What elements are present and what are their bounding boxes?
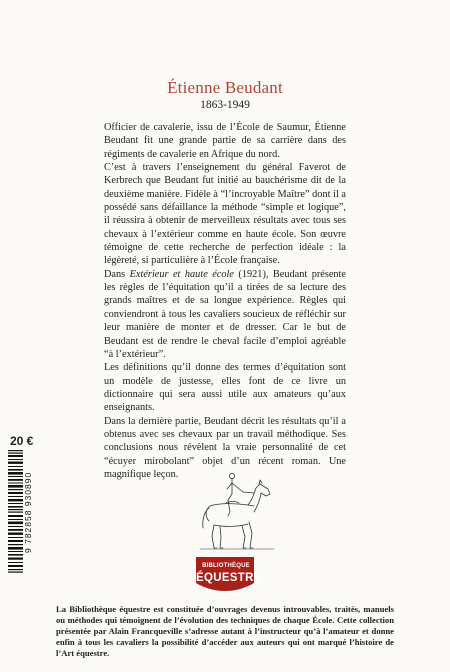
price-label: 20 € bbox=[10, 434, 34, 448]
collection-description: La Bibliothèque équestre est constituée d’ouvrages devenus introuvables, traités, manuels ou méthodes qui témoignent de l’évolution des techniques de chaque École. Cette collection présentée par Alain Francqueville s’adresse autant à l’instructeur qu’à l’amateur et donne enfin à tous les cavaliers la possibilité d’accéder aux auteurs qui ont marqué l’histoire de l’Art équestre. bbox=[56, 604, 394, 658]
book-title: Étienne Beudant bbox=[167, 78, 283, 97]
paragraph-3-lead: Dans bbox=[104, 268, 130, 280]
paragraph-2: C’est à travers l’enseignement du général Faverot de Kerbrech que Beudant fut initié au bauchérisme dit de la deuxième manière. Fidèle à “l’incroyable Maître” dont il a possédé sans défaillance la méthode “simple et logique”, il réussira à obtenir de merveilleux résultats avec tous ses chevaux à l’extérieur comme en haute école. Son œuvre témoigne de cette recherche de perfection idéale : la légèreté, si particulière à l’École française. bbox=[104, 162, 346, 267]
paragraph-3-rest: (1921), Beudant présente les règles de l’équitation qu’il a tirées de sa lecture des grands maîtres et de sa longue expérience. Règles qui conviendront à tous les cavaliers soucieux de réfléchir sur leur manière de monter et de dresser. Car le but de Beudant est de rendre le cheval facile d’emploi agréable “à l’extérieur”. bbox=[104, 268, 346, 360]
horse-rider-illustration bbox=[190, 470, 280, 552]
paragraph-3 bbox=[104, 268, 346, 361]
paragraph-4: Les définitions qu’il donne des termes d’équitation sont un modèle de justesse, elles font de ce livre un dictionnaire qui sera aussi utile aux amateurs qu’aux enseignants. bbox=[104, 362, 346, 414]
back-cover-text bbox=[104, 121, 346, 481]
paragraph-5: Dans la dernière partie, Beudant décrit les résultats qu’il a obtenus avec ses chevaux par un travail méthodique. Ses conclusions nous révèlent la vraie personnalité de cet “écuyer mirobolant” objet d’un récent roman. Une magnifique leçon. bbox=[104, 415, 346, 480]
logo-line-2: ÉQUESTRE bbox=[196, 572, 262, 584]
book-reference: Extérieur et haute école bbox=[129, 268, 234, 280]
paragraph-1: Officier de cavalerie, issu de l’École de Saumur, Étienne Beudant fit une grande partie de sa carrière dans des régiments de cavalerie en Afrique du nord. bbox=[104, 122, 346, 160]
logo-line-1: BIBLIOTHÈQUE bbox=[202, 563, 250, 569]
barcode-digits: 9 782858 930890 bbox=[23, 450, 37, 574]
author-years: 1863-1949 bbox=[200, 99, 250, 111]
